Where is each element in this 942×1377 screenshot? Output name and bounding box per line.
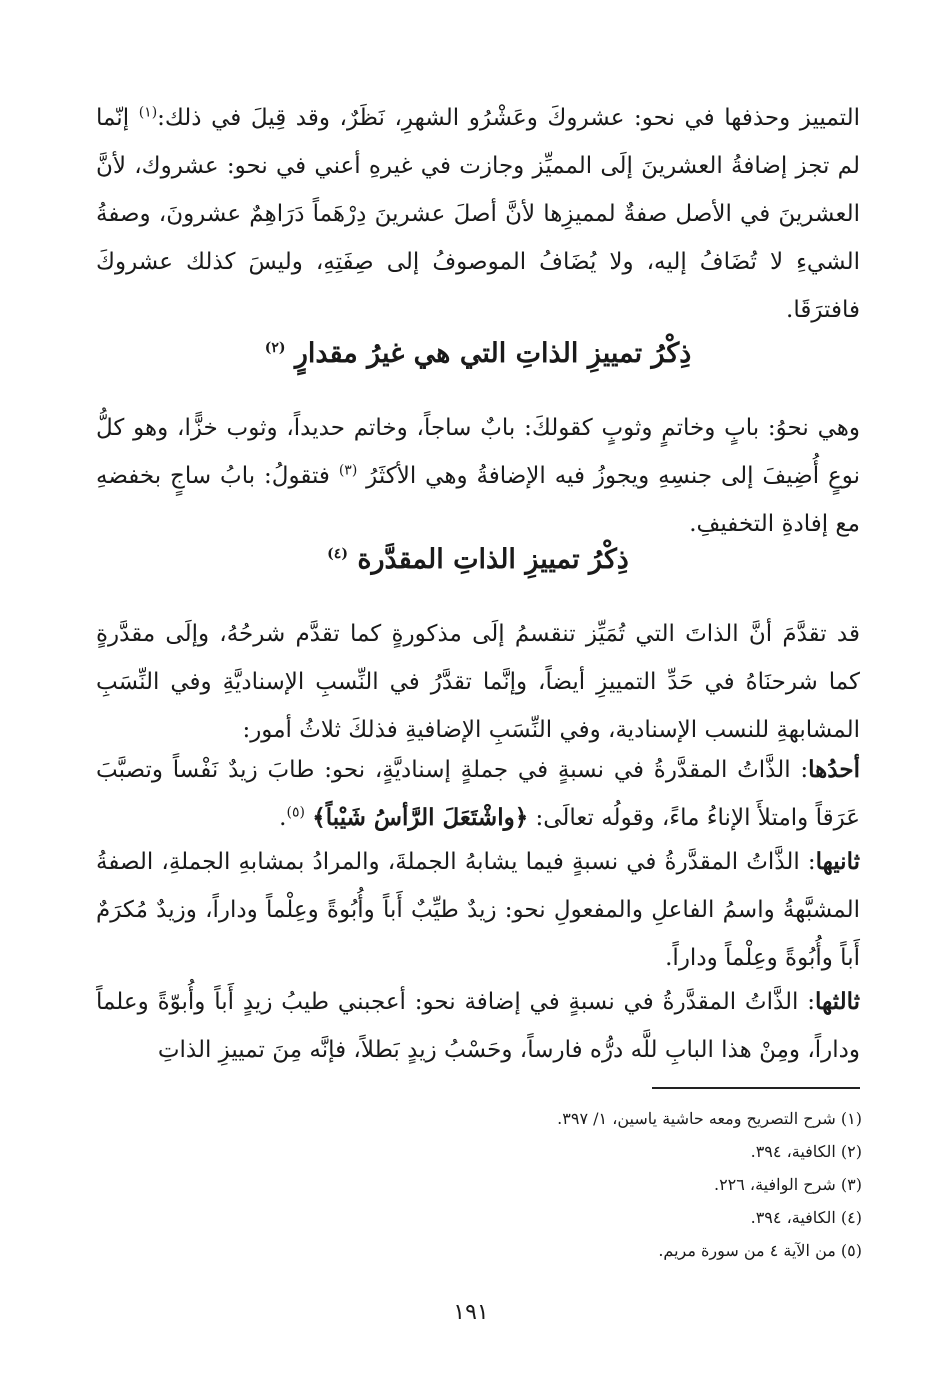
footnote-ref-1: (١) (138, 104, 158, 121)
paragraph-1-text-b: إنّما لم تجز إضافةُ العشرينَ إلَى المميِّز وجازت في غيرهِ أعني في نحو: عشروك، لأنَّ العشرينَ في الأصل صفةٌ لمميزِها لأنَّ أصلَ عشرينَ دِرْهَماً دَرَاهِمٌ عشرونَ، وصفةُ الشيءِ لا تُضَافُ إليه، ولا يُضَافُ الموصوفُ إلى صِفَتِهِ، وليسَ كذلك عشروكَ فافترَقَا. (96, 105, 860, 323)
paragraph-3 (96, 610, 860, 754)
footnote-item: (٣) شرح الوافية، ٢٢٦. (713, 1175, 862, 1194)
footnote-item: (٥) من الآية ٤ من سورة مريم. (658, 1241, 862, 1260)
section-heading-2 (96, 544, 860, 575)
paragraph-6 (96, 978, 860, 1074)
footnote-item: (٢) الكافية، ٣٩٤. (750, 1142, 862, 1161)
paragraph-6-lead: ثالثها (815, 988, 860, 1015)
paragraph-4 (96, 746, 860, 842)
footnote-item: (٤) الكافية، ٣٩٤. (750, 1208, 862, 1227)
footnote-ref-3: (٣) (338, 462, 358, 479)
paragraph-4-text-b: . (279, 805, 287, 831)
paragraph-4-text-a: : الذَّاتُ المقدَّرةُ في نسبةٍ في جملةٍ إسناديَّةٍ، نحو: طابَ زيدٌ نَفْساً وتصبَّبَ عَرَقاً وامتلأَ الإناءُ ماءً، وقولُه تعالَى: (96, 757, 860, 831)
paragraph-5-text: : الذَّاتُ المقدَّرةُ في نسبةٍ فيما يشابهُ الجملةَ، والمرادُ بمشابهِ الجملةِ، الصفةُ المشبَّهةُ واسمُ الفاعلِ والمفعولِ نحو: زيدٌ طيِّبٌ أَباً وأُبُوةً وعِلْماً وداراً، وزيدٌ مُكرَمٌ أَباً وأُبُوةً وعِلْماً وداراً. (96, 849, 860, 971)
paragraph-1 (96, 94, 860, 334)
footnotes-list (300, 1102, 862, 1267)
section-heading-1 (96, 338, 860, 369)
paragraph-1-text-a: التمييز وحذفها في نحو: عشروكَ وعَشْرُو الشهرِ، نَظَرٌ، وقد قِيلَ في ذلك: (157, 105, 860, 131)
section-heading-1-text: ذِكْرُ تمييزِ الذاتِ التي هي غيرُ مقدارٍ (294, 338, 692, 369)
paragraph-6-text: : الذَّاتُ المقدَّرةُ في نسبةٍ في إضافة نحو: أعجبني طيبُ زيدٍ أَباً وأُبوّةً وعلماً وداراً، ومِنْ هذا البابِ للَّه درُّه فارساً، وحَسْبُ زيدٍ بَطلاً، فإنَّه مِنَ تمييزِ الذاتِ (96, 989, 860, 1063)
paragraph-5 (96, 838, 860, 982)
footnote-ref-2: (٢) (264, 340, 286, 356)
paragraph-3-text: قد تقدَّمَ أنَّ الذاتَ التي تُمَيِّز تنقسمُ إلَى مذكورةٍ كما تقدَّم شرحُهُ، وإلَى مقدَّرةٍ كما شرحنَاهُ في حَدِّ التمييزِ أيضاً، وإنَّما تقدَّرُ في النِّسبِ الإسناديَّةِ وفي النِّسَبِ المشابهةِ للنسب الإسنادية، وفي النِّسَبِ الإضافيةِ فذلكَ ثلاثُ أمور: (96, 621, 860, 743)
paragraph-2-text-b: فتقولُ: بابُ ساجٍ بخفضهِ مع إفادةِ التخفيفِ. (96, 463, 860, 537)
page-number: ١٩١ (453, 1300, 489, 1325)
section-heading-2-text: ذِكْرُ تمييزِ الذاتِ المقدَّرة (357, 544, 629, 575)
footnote-divider (652, 1087, 860, 1089)
paragraph-4-lead: أحدُها (808, 756, 860, 783)
quran-verse: ﴿واشْتَعَلَ الرَّأسُ شَيْباً﴾ (312, 804, 529, 831)
footnote-ref-4: (٤) (327, 546, 348, 562)
footnote-ref-5: (٥) (286, 804, 305, 821)
paragraph-5-lead: ثانيها (815, 848, 860, 875)
paragraph-2 (96, 404, 860, 548)
paragraph-2-text-a: وهي نحوُ: بابٍ وخاتمٍ وثوبٍ كقولكَ: بابٌ ساجاً، وخاتم حديداً، وثوب خزًّا، وهو كلُّ نوعٍ أُضِيفَ إلى جنسِهِ ويجوزُ فيه الإضافةُ وهي الأكثَرُ (96, 415, 860, 489)
footnote-item: (١) شرح التصريح ومعه حاشية ياسين، ١/ ٣٩٧. (557, 1109, 862, 1128)
